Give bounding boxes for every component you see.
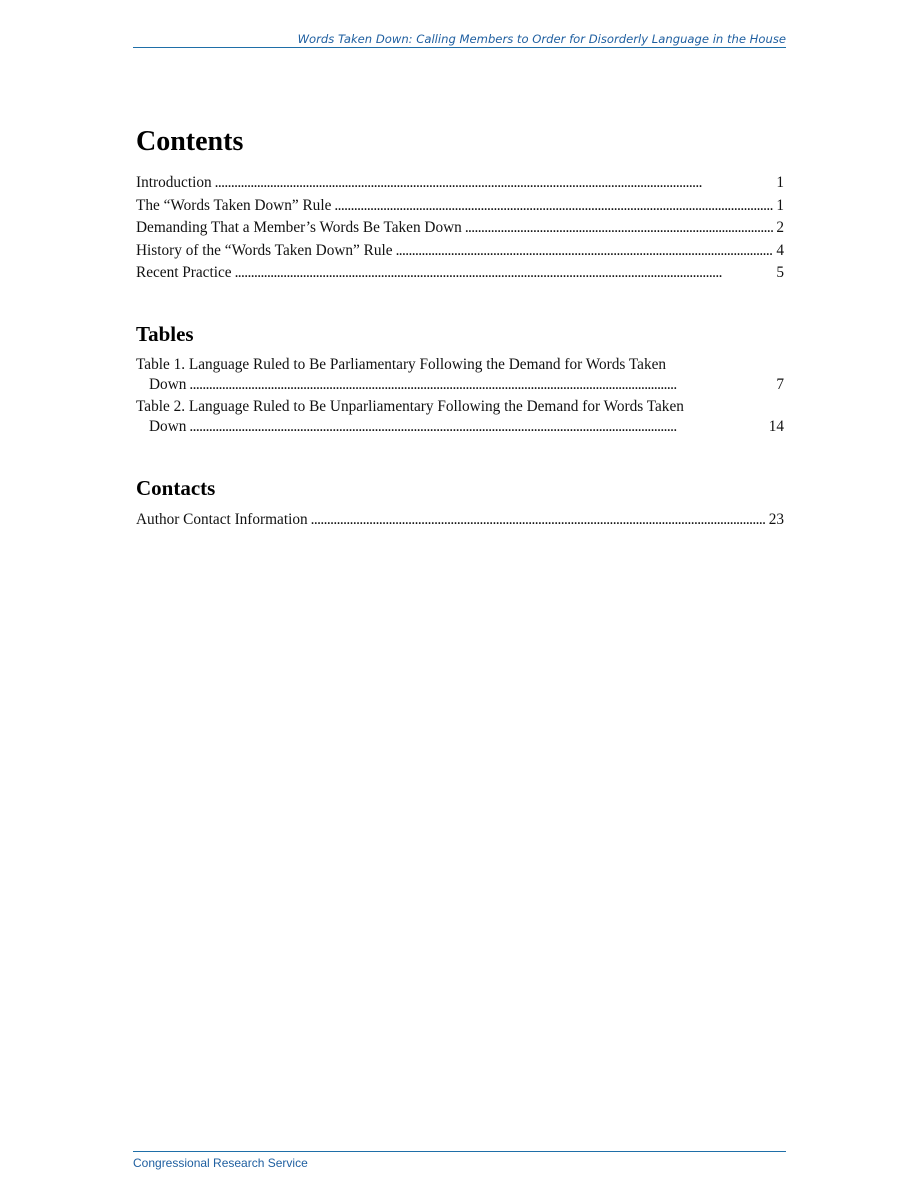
- contacts-heading: Contacts: [136, 476, 216, 500]
- toc-entry-page: 5: [776, 264, 784, 281]
- toc-entry-label-continued: Down: [149, 376, 187, 393]
- footer-organization: Congressional Research Service: [133, 1156, 308, 1170]
- dot-leader: [235, 262, 774, 285]
- toc-entry-page: 7: [776, 376, 784, 393]
- dot-leader: [311, 509, 766, 532]
- toc-entry-page: 1: [776, 174, 784, 191]
- toc-entry-page: 1: [776, 196, 784, 214]
- toc-entry[interactable]: [136, 262, 784, 285]
- toc-entry-label: The “Words Taken Down” Rule: [136, 196, 332, 214]
- toc-entry-label: Demanding That a Member’s Words Be Taken Down: [136, 219, 462, 236]
- toc-entry-label: History of the “Words Taken Down” Rule: [136, 241, 393, 259]
- toc-entry[interactable]: [136, 509, 784, 532]
- dot-leader: [189, 375, 773, 398]
- toc-entry-label: Author Contact Information: [136, 511, 308, 528]
- toc-entry-label: Table 1. Language Ruled to Be Parliamentary Following the Demand for Words Taken: [136, 356, 667, 373]
- running-header: [133, 32, 786, 48]
- tables-list: [136, 355, 784, 439]
- toc-entry-page: 2: [776, 219, 784, 236]
- toc-entry-page: 23: [768, 511, 784, 528]
- contacts-list: [136, 509, 784, 532]
- running-header-title: Words Taken Down: Calling Members to Order for Disorderly Language in the House: [297, 32, 786, 46]
- contents-list: [136, 172, 784, 285]
- dot-leader: [334, 195, 773, 218]
- toc-entry[interactable]: [136, 355, 784, 395]
- toc-entry-continuation: [136, 375, 784, 395]
- toc-entry[interactable]: [136, 172, 784, 195]
- toc-entry[interactable]: [136, 240, 784, 263]
- toc-entry-page: 4: [776, 241, 784, 259]
- toc-entry-label: Recent Practice: [136, 264, 232, 281]
- toc-entry-page: 14: [768, 418, 784, 435]
- toc-entry[interactable]: [136, 217, 784, 240]
- dot-leader: [189, 417, 765, 440]
- dot-leader: [465, 217, 774, 240]
- toc-entry[interactable]: [136, 195, 784, 218]
- toc-entry-label-continued: Down: [149, 418, 187, 435]
- tables-heading: Tables: [136, 322, 194, 346]
- dot-leader: [396, 240, 774, 263]
- dot-leader: [215, 172, 774, 195]
- toc-entry-label: Introduction: [136, 174, 212, 191]
- toc-entry-label: Table 2. Language Ruled to Be Unparliamentary Following the Demand for Words Taken: [136, 398, 684, 415]
- toc-entry[interactable]: [136, 397, 784, 437]
- toc-entry-continuation: [136, 417, 784, 437]
- contents-heading: Contents: [136, 126, 244, 157]
- page-footer: [133, 1151, 786, 1171]
